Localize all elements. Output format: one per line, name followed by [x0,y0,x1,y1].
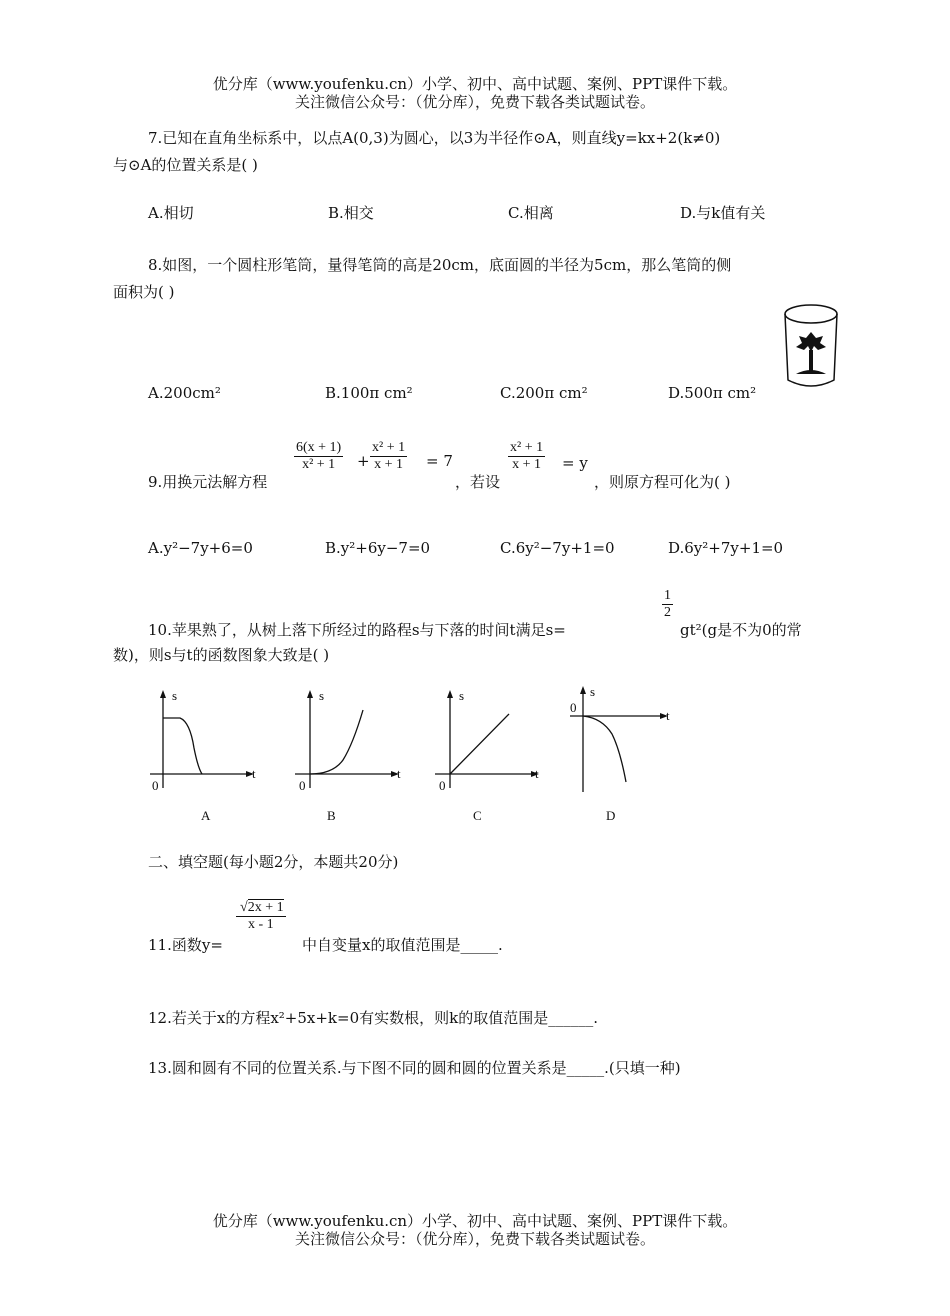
q12-text: 12.若关于x的方程x²+5x+k=0有实数根，则k的取值范围是______. [148,1009,598,1027]
q8-line-1: 8.如图，一个圆柱形笔筒，量得笔筒的高是20cm，底面圆的半径为5cm，那么笔筒的侧 [148,256,732,274]
q7-option-c: C.相离 [508,204,554,222]
q10-line-2: 数)，则s与t的函数图象大致是( ) [113,646,330,664]
q8-option-a: A.200cm² [148,384,221,402]
q10-half-denominator: 2 [664,605,671,620]
q9-fraction-3 [508,440,545,473]
graph-b-t-label: t [397,766,401,781]
footer-line-2: 关注微信公众号：（优分库），免费下载各类试题试卷。 [294,1230,655,1248]
q8-option-c: C.200π cm² [500,384,588,402]
q13-text: 13.圆和圆有不同的位置关系.与下图不同的圆和圆的位置关系是_____.(只填一种) [148,1059,681,1077]
q7-line-2: 与⊙A的位置关系是( ) [113,156,258,174]
q9-equals-7: = 7 [426,452,453,470]
graph-c-s-label: s [459,688,465,703]
q11-numerator: 2x + 1 [247,900,284,915]
q8-line-2: 面积为( ) [113,283,175,301]
q9-fraction-3-numerator: x² + 1 [510,440,544,455]
graph-a-label: A [201,808,211,823]
graph-d-origin: 0 [570,700,577,715]
header-line-1: 优分库（www.youfenku.cn）小学、初中、高中试题、案例、PPT课件下载。 [212,75,738,93]
q10-line-1b: gt²(g是不为0的常 [680,621,802,639]
header-line-2: 关注微信公众号：（优分库），免费下载各类试题试卷。 [294,93,655,111]
footer-line-1: 优分库（www.youfenku.cn）小学、初中、高中试题、案例、PPT课件下载。 [212,1212,738,1230]
graph-a-origin: 0 [152,778,159,793]
q11-denominator: x - 1 [247,917,274,932]
sqrt-symbol: √ [240,900,248,915]
q9-equals-y: = y [562,454,588,472]
q9-prefix: 9.用换元法解方程 [148,473,268,491]
q9-fraction-2-numerator: x² + 1 [372,440,406,455]
graph-c-t-label: t [535,766,539,781]
graph-c-origin: 0 [439,778,446,793]
q9-fraction-1-denominator: x² + 1 [302,457,336,472]
graph-a-plot [148,688,268,788]
q9-option-b: B.y²+6y−7=0 [325,539,431,557]
graph-d [566,684,686,828]
section-2-title: 二、填空题(每小题2分，本题共20分) [148,853,399,871]
q9-option-c: C.6y²−7y+1=0 [500,539,615,557]
q9-option-a: A.y²−7y+6=0 [148,539,253,557]
graph-d-t-label: t [666,708,670,723]
q11-numerator-wrap [236,900,286,917]
q9-suffix: ，则原方程可化为( ) [594,473,731,491]
q9-fraction-2 [370,440,407,473]
q9-fraction-1 [294,440,343,473]
q10-half-fraction [662,588,673,621]
q11-prefix: 11.函数y= [148,936,223,954]
graph-a [148,688,268,828]
q7-line-1: 7.已知在直角坐标系中，以点A(0,3)为圆心，以3为半径作⊙A，则直线y=kx+2(k≠0) [148,129,721,147]
q10-line-1a: 10.苹果熟了，从树上落下所经过的路程s与下落的时间t满足s= [148,621,566,639]
q7-option-a: A.相切 [148,204,194,222]
graph-b-s-label: s [319,688,325,703]
graph-d-label: D [606,808,616,823]
graph-b-label: B [327,808,336,823]
q10-half-numerator: 1 [664,588,671,603]
q9-plus: + [357,452,370,470]
graph-b-origin: 0 [299,778,306,793]
graph-d-s-label: s [590,684,596,699]
q9-fraction-1-numerator: 6(x + 1) [296,440,342,455]
graph-d-plot [566,684,686,794]
q8-option-b: B.100π cm² [325,384,413,402]
tree-icon [796,332,826,374]
q11-fraction [236,900,286,933]
graph-c [433,688,553,828]
q7-option-d: D.与k值有关 [680,204,766,222]
q9-option-d: D.6y²+7y+1=0 [668,539,784,557]
q7-option-b: B.相交 [328,204,374,222]
graph-b [293,688,413,828]
q8-option-d: D.500π cm² [668,384,757,402]
graph-b-plot [293,688,413,788]
graph-a-t-label: t [252,766,256,781]
graph-a-s-label: s [172,688,178,703]
pen-holder-figure [780,300,842,392]
graph-c-label: C [473,808,482,823]
q9-fraction-3-denominator: x + 1 [512,457,541,472]
q9-fraction-2-denominator: x + 1 [374,457,403,472]
q11-suffix: 中自变量x的取值范围是_____. [302,936,503,954]
q9-middle: ，若设 [455,473,501,491]
